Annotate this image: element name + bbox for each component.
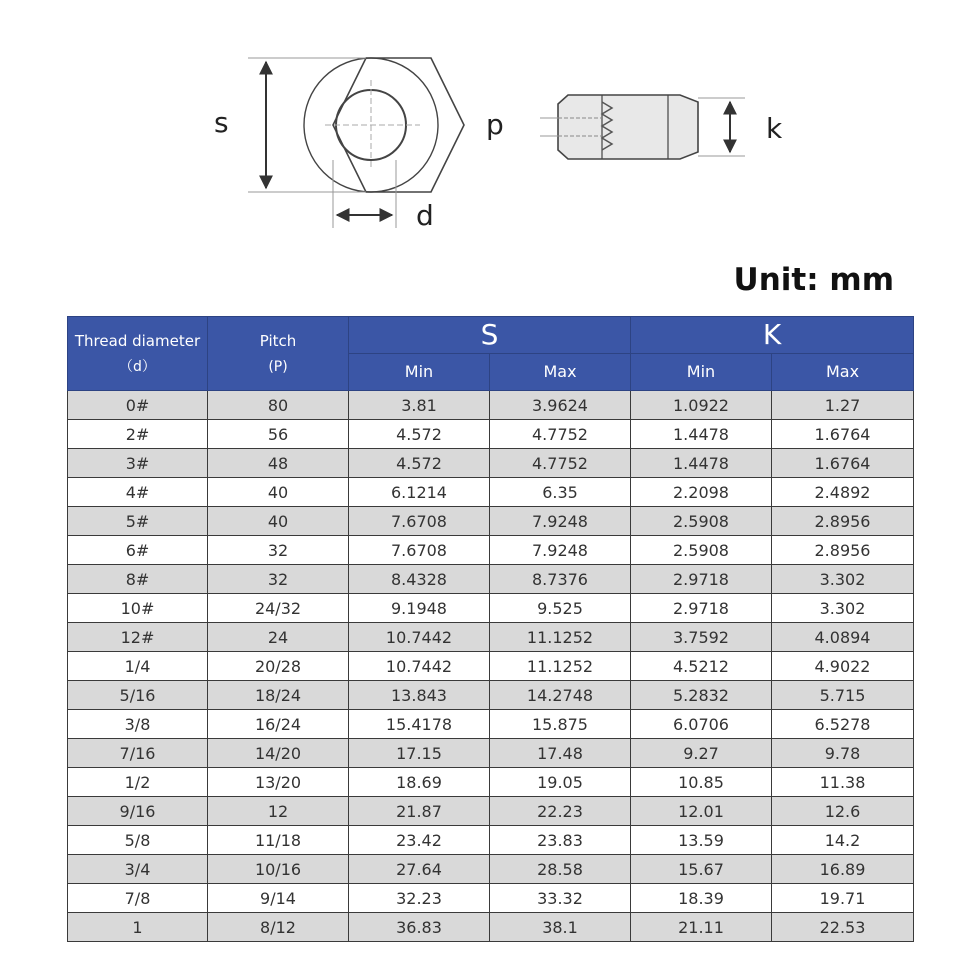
cell-pitch: 48: [208, 449, 349, 478]
cell-s-max: 4.7752: [490, 420, 631, 449]
cell-k-min: 2.5908: [631, 536, 772, 565]
table-row: [68, 623, 914, 652]
cell-s-min: 7.6708: [349, 536, 490, 565]
cell-s-min: 10.7442: [349, 652, 490, 681]
cell-s-min: 15.4178: [349, 710, 490, 739]
cell-s-max: 9.525: [490, 594, 631, 623]
cell-thread-diameter: 2#: [68, 420, 208, 449]
table-row: [68, 681, 914, 710]
cell-pitch: 12: [208, 797, 349, 826]
cell-k-min: 15.67: [631, 855, 772, 884]
cell-k-min: 1.0922: [631, 391, 772, 420]
k-label: k: [766, 112, 783, 145]
cell-s-min: 10.7442: [349, 623, 490, 652]
cell-s-min: 9.1948: [349, 594, 490, 623]
cell-k-max: 14.2: [772, 826, 914, 855]
table-row: [68, 710, 914, 739]
cell-pitch: 8/12: [208, 913, 349, 942]
cell-s-max: 7.9248: [490, 507, 631, 536]
cell-k-min: 6.0706: [631, 710, 772, 739]
cell-k-max: 3.302: [772, 565, 914, 594]
cell-k-min: 21.11: [631, 913, 772, 942]
cell-pitch: 20/28: [208, 652, 349, 681]
cell-s-max: 17.48: [490, 739, 631, 768]
cell-k-max: 4.0894: [772, 623, 914, 652]
cell-thread-diameter: 12#: [68, 623, 208, 652]
d-label: d: [416, 199, 434, 232]
cell-pitch: 32: [208, 536, 349, 565]
header-s-min: Min: [349, 354, 490, 391]
cell-s-min: 21.87: [349, 797, 490, 826]
header-pitch: [208, 317, 349, 391]
cell-k-max: 3.302: [772, 594, 914, 623]
table-row: [68, 478, 914, 507]
cell-s-max: 33.32: [490, 884, 631, 913]
cell-k-min: 10.85: [631, 768, 772, 797]
cell-thread-diameter: 4#: [68, 478, 208, 507]
cell-s-max: 15.875: [490, 710, 631, 739]
cell-s-min: 3.81: [349, 391, 490, 420]
table-row: [68, 565, 914, 594]
cell-k-max: 19.71: [772, 884, 914, 913]
cell-pitch: 80: [208, 391, 349, 420]
cell-thread-diameter: 1/4: [68, 652, 208, 681]
table-row: [68, 739, 914, 768]
cell-thread-diameter: 9/16: [68, 797, 208, 826]
cell-thread-diameter: 3#: [68, 449, 208, 478]
cell-thread-diameter: 5#: [68, 507, 208, 536]
cell-k-max: 2.4892: [772, 478, 914, 507]
cell-k-min: 1.4478: [631, 420, 772, 449]
cell-thread-diameter: 3/4: [68, 855, 208, 884]
cell-pitch: 9/14: [208, 884, 349, 913]
cell-k-min: 5.2832: [631, 681, 772, 710]
cell-k-min: 13.59: [631, 826, 772, 855]
cell-s-max: 3.9624: [490, 391, 631, 420]
cell-k-min: 2.9718: [631, 565, 772, 594]
cell-thread-diameter: 1: [68, 913, 208, 942]
header-thread-diameter-sub: （d）: [119, 358, 156, 375]
table-row: [68, 884, 914, 913]
cell-s-max: 22.23: [490, 797, 631, 826]
header-group-k: K: [631, 317, 914, 354]
cell-thread-diameter: 7/8: [68, 884, 208, 913]
p-label: p: [486, 108, 504, 141]
table-row: [68, 449, 914, 478]
cell-pitch: 11/18: [208, 826, 349, 855]
cell-s-max: 6.35: [490, 478, 631, 507]
cell-k-min: 9.27: [631, 739, 772, 768]
header-thread-diameter: [68, 317, 208, 391]
cell-k-min: 2.9718: [631, 594, 772, 623]
cell-s-max: 11.1252: [490, 652, 631, 681]
cell-thread-diameter: 1/2: [68, 768, 208, 797]
header-group-s: S: [349, 317, 631, 354]
hex-nut-diagram: [200, 40, 820, 240]
table-row: [68, 826, 914, 855]
table-row: [68, 536, 914, 565]
header-k-max: Max: [772, 354, 914, 391]
cell-thread-diameter: 5/16: [68, 681, 208, 710]
cell-k-min: 2.5908: [631, 507, 772, 536]
cell-s-min: 23.42: [349, 826, 490, 855]
cell-k-max: 11.38: [772, 768, 914, 797]
header-s-max: Max: [490, 354, 631, 391]
s-label: s: [214, 106, 229, 139]
cell-s-min: 7.6708: [349, 507, 490, 536]
cell-s-min: 4.572: [349, 449, 490, 478]
nut-side-view: [540, 95, 745, 159]
cell-pitch: 14/20: [208, 739, 349, 768]
cell-s-min: 4.572: [349, 420, 490, 449]
cell-pitch: 18/24: [208, 681, 349, 710]
cell-s-min: 36.83: [349, 913, 490, 942]
cell-k-max: 4.9022: [772, 652, 914, 681]
cell-s-min: 32.23: [349, 884, 490, 913]
header-pitch-label: Pitch: [259, 331, 297, 350]
cell-pitch: 24: [208, 623, 349, 652]
cell-k-max: 1.6764: [772, 449, 914, 478]
cell-k-max: 5.715: [772, 681, 914, 710]
cell-thread-diameter: 0#: [68, 391, 208, 420]
header-pitch-sub: (P): [268, 358, 288, 375]
cell-s-max: 4.7752: [490, 449, 631, 478]
cell-k-min: 4.5212: [631, 652, 772, 681]
cell-k-max: 6.5278: [772, 710, 914, 739]
cell-k-min: 2.2098: [631, 478, 772, 507]
cell-s-min: 8.4328: [349, 565, 490, 594]
cell-s-min: 18.69: [349, 768, 490, 797]
table-row: [68, 797, 914, 826]
cell-k-max: 2.8956: [772, 507, 914, 536]
table-row: [68, 420, 914, 449]
cell-thread-diameter: 8#: [68, 565, 208, 594]
cell-pitch: 24/32: [208, 594, 349, 623]
cell-s-min: 17.15: [349, 739, 490, 768]
table-row: [68, 594, 914, 623]
table-row: [68, 855, 914, 884]
cell-k-max: 12.6: [772, 797, 914, 826]
cell-k-min: 12.01: [631, 797, 772, 826]
cell-thread-diameter: 7/16: [68, 739, 208, 768]
cell-pitch: 32: [208, 565, 349, 594]
table-row: [68, 768, 914, 797]
cell-thread-diameter: 10#: [68, 594, 208, 623]
cell-pitch: 56: [208, 420, 349, 449]
cell-k-max: 22.53: [772, 913, 914, 942]
cell-thread-diameter: 3/8: [68, 710, 208, 739]
cell-k-max: 9.78: [772, 739, 914, 768]
header-k-min: Min: [631, 354, 772, 391]
cell-pitch: 13/20: [208, 768, 349, 797]
cell-s-max: 38.1: [490, 913, 631, 942]
cell-k-max: 1.27: [772, 391, 914, 420]
cell-thread-diameter: 5/8: [68, 826, 208, 855]
unit-label: Unit: mm: [733, 262, 894, 298]
cell-pitch: 40: [208, 507, 349, 536]
cell-k-max: 1.6764: [772, 420, 914, 449]
table-row: [68, 391, 914, 420]
cell-s-min: 13.843: [349, 681, 490, 710]
cell-pitch: 16/24: [208, 710, 349, 739]
cell-s-max: 23.83: [490, 826, 631, 855]
cell-s-min: 6.1214: [349, 478, 490, 507]
cell-s-min: 27.64: [349, 855, 490, 884]
cell-k-min: 18.39: [631, 884, 772, 913]
cell-s-max: 8.7376: [490, 565, 631, 594]
cell-k-min: 1.4478: [631, 449, 772, 478]
cell-k-max: 16.89: [772, 855, 914, 884]
cell-s-max: 11.1252: [490, 623, 631, 652]
cell-s-max: 19.05: [490, 768, 631, 797]
cell-k-min: 3.7592: [631, 623, 772, 652]
cell-k-max: 2.8956: [772, 536, 914, 565]
spec-table: [67, 316, 914, 942]
table-row: [68, 507, 914, 536]
header-thread-diameter-label: Thread diameter: [74, 331, 201, 350]
spec-table-body: [68, 391, 914, 942]
table-row: [68, 652, 914, 681]
table-row: [68, 913, 914, 942]
cell-s-max: 14.2748: [490, 681, 631, 710]
cell-s-max: 28.58: [490, 855, 631, 884]
hex-nut-drawing: [200, 40, 820, 240]
cell-thread-diameter: 6#: [68, 536, 208, 565]
cell-pitch: 40: [208, 478, 349, 507]
cell-pitch: 10/16: [208, 855, 349, 884]
cell-s-max: 7.9248: [490, 536, 631, 565]
